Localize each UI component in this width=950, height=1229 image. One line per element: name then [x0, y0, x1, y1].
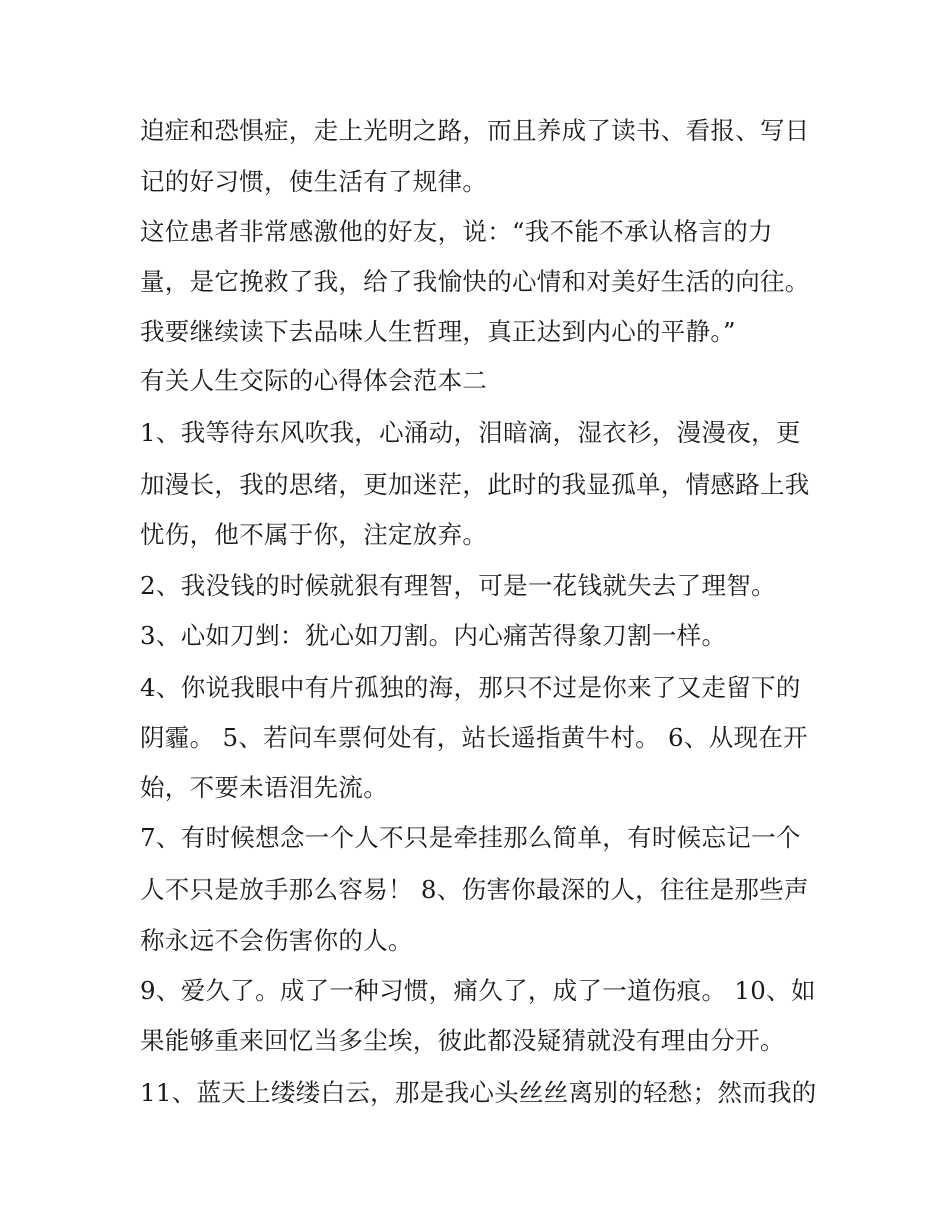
- text-line: 迫症和恐惧症，走上光明之路，而且养成了读书、看报、写日: [140, 116, 810, 145]
- section-heading: 有关人生交际的心得体会范本二: [140, 366, 488, 395]
- text-line: 称永远不会伤害你的人。: [140, 926, 413, 955]
- text-line: 我要继续读下去品味人生哲理，真正达到内心的平静。”: [140, 317, 736, 346]
- text-line: 果能够重来回忆当多尘埃，彼此都没疑猜就没有理由分开。: [140, 1026, 785, 1055]
- text-line: 4、你说我眼中有片孤独的海，那只不过是你来了又走留下的: [140, 673, 801, 702]
- text-line: 记的好习惯，使生活有了规律。: [140, 167, 488, 196]
- text-line: 加漫长，我的思绪，更加迷茫，此时的我显孤单，情感路上我: [140, 470, 810, 499]
- text-line: 1、我等待东风吹我，心涌动，泪暗滴，湿衣衫，漫漫夜，更: [140, 418, 801, 447]
- text-line: 阴霾。 5、若问车票何处有，站长遥指黄牛村。 6、从现在开: [140, 723, 808, 752]
- text-line: 2、我没钱的时候就狠有理智，可是一花钱就失去了理智。: [140, 571, 776, 600]
- text-line: 7、有时候想念一个人不只是牵挂那么简单，有时候忘记一个: [140, 823, 801, 852]
- text-line: 这位患者非常感激他的好友，说：“我不能不承认格言的力: [140, 217, 773, 246]
- text-line: 11、蓝天上缕缕白云，那是我心头丝丝离别的轻愁；然而我的: [140, 1078, 817, 1107]
- text-line: 始，不要未语泪先流。: [140, 773, 388, 802]
- text-line: 忧伤，他不属于你，注定放弃。: [140, 520, 488, 549]
- text-line: 人不只是放手那么容易！ 8、伤害你最深的人，往往是那些声: [140, 875, 809, 904]
- text-line: 9、爱久了。成了一种习惯，痛久了，成了一道伤痕。 10、如: [140, 976, 816, 1005]
- text-line: 量，是它挽救了我，给了我愉快的心情和对美好生活的向往。: [140, 267, 810, 296]
- text-line: 3、心如刀剉：犹心如刀割。内心痛苦得象刀割一样。: [140, 621, 727, 650]
